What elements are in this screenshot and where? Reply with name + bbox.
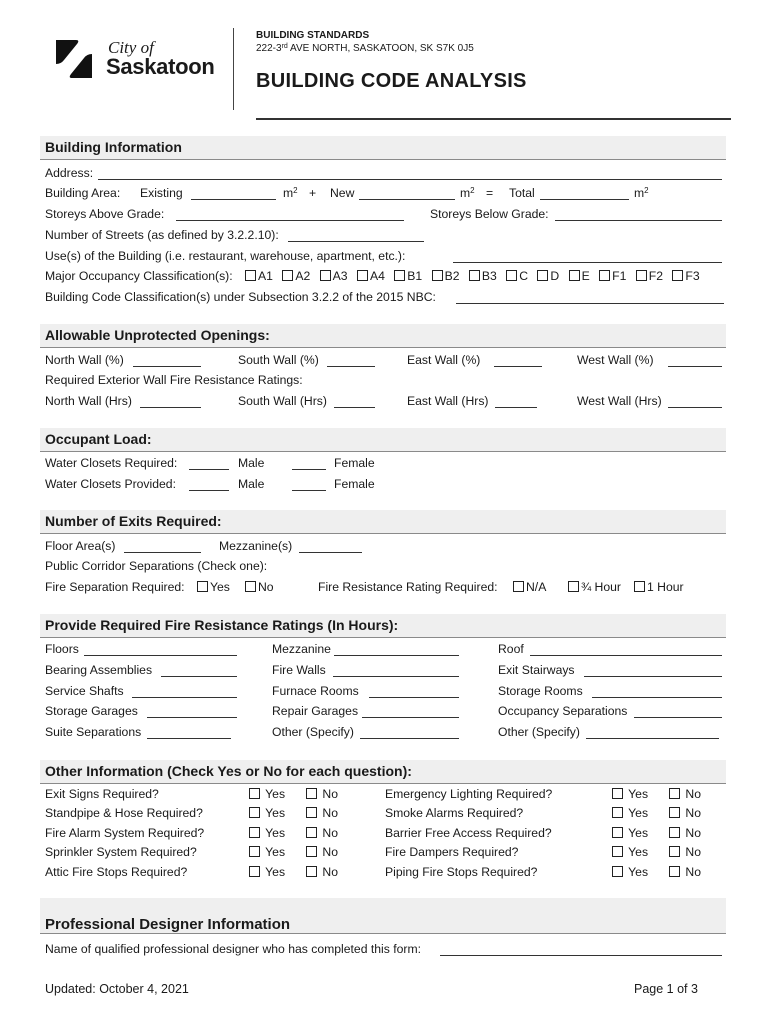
- checkbox-icon: [245, 581, 256, 592]
- unit-sup: 2: [470, 186, 475, 195]
- unit-sup: 2: [644, 186, 649, 195]
- question-label: Standpipe & Hose Required?: [45, 806, 203, 820]
- address-street: AVE NORTH, SASKATOON, SK S7K 0J5: [287, 43, 474, 54]
- existing-area-field[interactable]: [191, 199, 276, 200]
- answer-no[interactable]: [306, 787, 338, 801]
- checkbox-icon: [634, 581, 645, 592]
- east-wall-pct-field[interactable]: [494, 366, 542, 367]
- east-wall-pct-label: East Wall (%): [407, 353, 481, 367]
- rating-label: Floors: [45, 642, 79, 656]
- option-label: F1: [612, 269, 627, 283]
- rating-field[interactable]: [147, 717, 237, 718]
- checkbox-icon: [306, 866, 317, 877]
- checkbox-icon: [245, 270, 256, 281]
- checkbox-icon: [612, 846, 623, 857]
- rating-field[interactable]: [586, 738, 719, 739]
- option-label: A3: [332, 269, 348, 283]
- question-label: Emergency Lighting Required?: [385, 787, 553, 801]
- answer-no[interactable]: [669, 787, 701, 801]
- mezzanines-field[interactable]: [299, 552, 362, 553]
- west-wall-pct-field[interactable]: [668, 366, 722, 367]
- unit-m2: [634, 186, 649, 200]
- occupancy-option[interactable]: [394, 269, 422, 283]
- occupancy-option[interactable]: [672, 269, 699, 283]
- answer-yes[interactable]: [249, 865, 285, 879]
- checkbox-icon: [249, 807, 260, 818]
- rating-field[interactable]: [530, 655, 722, 656]
- checkbox-icon: [669, 846, 680, 857]
- fire-sep-no-option[interactable]: [245, 580, 274, 594]
- checkbox-icon: [357, 270, 368, 281]
- rating-field[interactable]: [84, 655, 237, 656]
- checkbox-icon: [537, 270, 548, 281]
- answer-yes[interactable]: [249, 845, 285, 859]
- occupancy-option[interactable]: [599, 269, 626, 283]
- wc-provided-female-field[interactable]: [292, 490, 326, 491]
- checkbox-icon: [672, 270, 683, 281]
- rating-field[interactable]: [334, 655, 459, 656]
- option-label: Yes: [628, 826, 649, 840]
- wc-provided-male-field[interactable]: [189, 490, 229, 491]
- rating-label: Furnace Rooms: [272, 684, 359, 698]
- section-heading: Provide Required Fire Resistance Ratings (In Hours):: [45, 617, 399, 633]
- option-label: Yes: [628, 865, 649, 879]
- rating-field[interactable]: [634, 717, 722, 718]
- option-label: Yes: [628, 806, 649, 820]
- checkbox-icon: [599, 270, 610, 281]
- east-wall-hrs-label: East Wall (Hrs): [407, 394, 489, 408]
- north-wall-hrs-field[interactable]: [140, 407, 201, 408]
- fire-sep-yes-option[interactable]: [197, 580, 230, 594]
- checkbox-icon: [394, 270, 405, 281]
- rating-label: Occupancy Separations: [498, 704, 628, 718]
- answer-no[interactable]: [669, 865, 701, 879]
- corridor-label: Public Corridor Separations (Check one):: [45, 559, 268, 573]
- existing-label: Existing: [140, 186, 183, 200]
- male-label: Male: [238, 477, 265, 491]
- question-label: Fire Dampers Required?: [385, 845, 519, 859]
- occupancy-option[interactable]: [357, 269, 385, 283]
- question-label: Barrier Free Access Required?: [385, 826, 552, 840]
- rating-field[interactable]: [369, 697, 459, 698]
- occupancy-option[interactable]: [469, 269, 497, 283]
- section-exits-required: [40, 510, 726, 534]
- section-heading: Allowable Unprotected Openings:: [45, 327, 270, 343]
- nbc-label: Building Code Classification(s) under Subsection 3.2.2 of the 2015 NBC:: [45, 290, 436, 304]
- option-label: No: [322, 787, 338, 801]
- equals-sign: =: [486, 186, 494, 200]
- designer-name-field[interactable]: [440, 955, 722, 956]
- rating-label: Service Shafts: [45, 684, 124, 698]
- occupancy-option[interactable]: [636, 269, 663, 283]
- floor-areas-label: Floor Area(s): [45, 539, 116, 553]
- storeys-below-field[interactable]: [555, 220, 722, 221]
- south-wall-hrs-field[interactable]: [334, 407, 375, 408]
- rating-three-quarter-option[interactable]: [568, 580, 621, 594]
- checkbox-icon: [249, 846, 260, 857]
- answer-no[interactable]: [669, 845, 701, 859]
- mezzanines-label: Mezzanine(s): [219, 539, 293, 553]
- answer-yes[interactable]: [249, 806, 285, 820]
- plus-sign: +: [309, 186, 317, 200]
- checkbox-icon: [249, 788, 260, 799]
- section-heading: Other Information (Check Yes or No for each question):: [45, 763, 412, 779]
- option-label: No: [685, 806, 701, 820]
- rating-label: Repair Garages: [272, 704, 359, 718]
- checkbox-icon: [306, 827, 317, 838]
- occupancy-option[interactable]: [320, 269, 348, 283]
- rating-label: Roof: [498, 642, 524, 656]
- building-area-label: Building Area:: [45, 186, 121, 200]
- checkbox-icon: [249, 827, 260, 838]
- page-title: BUILDING CODE ANALYSIS: [256, 70, 527, 92]
- address-label: Address:: [45, 166, 94, 180]
- unit-m: m: [283, 186, 294, 200]
- option-label: D: [550, 269, 560, 283]
- required-ratings-label: Required Exterior Wall Fire Resistance Ratings:: [45, 373, 303, 387]
- designer-name-label: Name of qualified professional designer who has completed this form:: [45, 942, 421, 956]
- address-number: 222-3: [256, 43, 282, 54]
- checkbox-icon: [669, 807, 680, 818]
- option-label: Yes: [265, 787, 286, 801]
- address-field[interactable]: [98, 179, 722, 180]
- option-label: B2: [444, 269, 460, 283]
- section-unprotected-openings: [40, 324, 726, 348]
- question-label: Exit Signs Required?: [45, 787, 159, 801]
- updated-date: Updated: October 4, 2021: [45, 982, 189, 996]
- option-label: Yes: [210, 580, 230, 594]
- total-area-field[interactable]: [540, 199, 629, 200]
- rating-label: Storage Rooms: [498, 684, 583, 698]
- new-area-field[interactable]: [359, 199, 455, 200]
- option-label: No: [685, 865, 701, 879]
- west-wall-pct-label: West Wall (%): [577, 353, 654, 367]
- checkbox-icon: [569, 270, 580, 281]
- section-heading: Occupant Load:: [45, 431, 152, 447]
- rating-field[interactable]: [360, 738, 459, 739]
- checkbox-icon: [568, 581, 579, 592]
- option-label: No: [322, 865, 338, 879]
- answer-no[interactable]: [306, 826, 338, 840]
- floor-areas-field[interactable]: [124, 552, 201, 553]
- rating-label: Other (Specify): [498, 725, 580, 739]
- rating-label: Other (Specify): [272, 725, 354, 739]
- checkbox-icon: [306, 807, 317, 818]
- option-label: B1: [407, 269, 423, 283]
- rating-label: Storage Garages: [45, 704, 138, 718]
- option-label: No: [258, 580, 274, 594]
- wc-required-female-field[interactable]: [292, 469, 326, 470]
- rating-label: Fire Walls: [272, 663, 326, 677]
- header-rule: [256, 118, 731, 120]
- south-wall-hrs-label: South Wall (Hrs): [238, 394, 327, 408]
- option-label: A4: [369, 269, 385, 283]
- answer-yes[interactable]: [249, 787, 285, 801]
- checkbox-icon: [636, 270, 647, 281]
- rating-one-hour-option[interactable]: [634, 580, 684, 594]
- question-label: Sprinkler System Required?: [45, 845, 197, 859]
- option-label: Yes: [265, 826, 286, 840]
- wc-required-label: Water Closets Required:: [45, 456, 178, 470]
- answer-yes[interactable]: [612, 845, 648, 859]
- west-wall-hrs-label: West Wall (Hrs): [577, 394, 662, 408]
- question-label: Smoke Alarms Required?: [385, 806, 524, 820]
- option-label: E: [581, 269, 590, 283]
- option-label: Yes: [265, 806, 286, 820]
- checkbox-icon: [513, 581, 524, 592]
- checkbox-icon: [249, 866, 260, 877]
- fire-sep-label: Fire Separation Required:: [45, 580, 185, 594]
- logo: [50, 38, 220, 82]
- north-wall-pct-label: North Wall (%): [45, 353, 124, 367]
- header-divider: [233, 28, 234, 110]
- storeys-above-field[interactable]: [176, 220, 404, 221]
- rating-field[interactable]: [132, 697, 237, 698]
- option-label: F2: [648, 269, 663, 283]
- option-label: No: [322, 806, 338, 820]
- streets-field[interactable]: [288, 241, 424, 242]
- option-label: No: [685, 787, 701, 801]
- rating-field[interactable]: [333, 676, 459, 677]
- checkbox-icon: [669, 788, 680, 799]
- female-label: Female: [334, 477, 375, 491]
- dept-name: BUILDING STANDARDS: [256, 30, 370, 41]
- occupancy-label: Major Occupancy Classification(s):: [45, 269, 233, 283]
- dept-address: [256, 43, 474, 54]
- rating-label: Exit Stairways: [498, 663, 575, 677]
- checkbox-icon: [506, 270, 517, 281]
- occupancy-option[interactable]: [432, 269, 460, 283]
- occupancy-options: [245, 269, 700, 283]
- checkbox-icon: [612, 866, 623, 877]
- option-label: 1 Hour: [647, 580, 684, 594]
- answer-yes[interactable]: [612, 787, 648, 801]
- option-label: No: [322, 826, 338, 840]
- north-wall-hrs-label: North Wall (Hrs): [45, 394, 132, 408]
- male-label: Male: [238, 456, 265, 470]
- new-label: New: [330, 186, 355, 200]
- checkbox-icon: [306, 846, 317, 857]
- option-label: A2: [295, 269, 311, 283]
- answer-yes[interactable]: [612, 806, 648, 820]
- option-label: Yes: [628, 845, 649, 859]
- section-other-information: [40, 760, 726, 784]
- occupancy-option[interactable]: [569, 269, 590, 283]
- option-label: ¾ Hour: [581, 580, 621, 594]
- section-occupant-load: [40, 428, 726, 452]
- question-label: Fire Alarm System Required?: [45, 826, 205, 840]
- occupancy-option[interactable]: [506, 269, 528, 283]
- option-label: Yes: [628, 787, 649, 801]
- checkbox-icon: [612, 827, 623, 838]
- uses-label: Use(s) of the Building (i.e. restaurant, warehouse, apartment, etc.):: [45, 249, 406, 263]
- occupancy-option[interactable]: [282, 269, 310, 283]
- rating-field[interactable]: [592, 697, 722, 698]
- checkbox-icon: [197, 581, 208, 592]
- occupancy-option[interactable]: [537, 269, 559, 283]
- checkbox-icon: [612, 807, 623, 818]
- section-building-information: [40, 136, 726, 160]
- rating-field[interactable]: [147, 738, 231, 739]
- option-label: B3: [481, 269, 497, 283]
- rating-required-label: Fire Resistance Rating Required:: [318, 580, 498, 594]
- checkbox-icon: [669, 866, 680, 877]
- east-wall-hrs-field[interactable]: [495, 407, 537, 408]
- answer-yes[interactable]: [249, 826, 285, 840]
- rating-field[interactable]: [584, 676, 722, 677]
- checkbox-icon: [612, 788, 623, 799]
- option-label: No: [322, 845, 338, 859]
- checkbox-icon: [469, 270, 480, 281]
- section-heading: Number of Exits Required:: [45, 513, 222, 529]
- option-label: No: [685, 845, 701, 859]
- section-fire-resistance-ratings: [40, 614, 726, 638]
- wc-required-male-field[interactable]: [189, 469, 229, 470]
- page-number: Page 1 of 3: [634, 982, 698, 996]
- rating-label: Bearing Assemblies: [45, 663, 153, 677]
- question-label: Attic Fire Stops Required?: [45, 865, 188, 879]
- answer-yes[interactable]: [612, 826, 648, 840]
- checkbox-icon: [669, 827, 680, 838]
- logo-name-text: Saskatoon: [106, 54, 215, 79]
- question-label: Piping Fire Stops Required?: [385, 865, 538, 879]
- unit-m2: [283, 186, 298, 200]
- answer-yes[interactable]: [612, 865, 648, 879]
- answer-no[interactable]: [306, 845, 338, 859]
- nbc-field[interactable]: [456, 303, 724, 304]
- uses-field[interactable]: [453, 262, 722, 263]
- option-label: No: [685, 826, 701, 840]
- north-wall-pct-field[interactable]: [133, 366, 201, 367]
- rating-label: Suite Separations: [45, 725, 142, 739]
- address-sup: rd: [281, 43, 288, 50]
- wc-provided-label: Water Closets Provided:: [45, 477, 176, 491]
- checkbox-icon: [282, 270, 293, 281]
- south-wall-pct-label: South Wall (%): [238, 353, 319, 367]
- rating-na-option[interactable]: [513, 580, 546, 594]
- answer-no[interactable]: [669, 826, 701, 840]
- storeys-below-label: Storeys Below Grade:: [430, 207, 549, 221]
- storeys-above-label: Storeys Above Grade:: [45, 207, 165, 221]
- section-heading: Professional Designer Information: [45, 916, 291, 933]
- rating-field[interactable]: [161, 676, 237, 677]
- checkbox-icon: [320, 270, 331, 281]
- option-label: Yes: [265, 865, 286, 879]
- unit-m2: [460, 186, 475, 200]
- option-label: N/A: [526, 580, 547, 594]
- unit-m: m: [634, 186, 645, 200]
- streets-label: Number of Streets (as defined by 3.2.2.10):: [45, 228, 279, 242]
- logo-city-text: City of: [108, 38, 154, 57]
- occupancy-option[interactable]: [245, 269, 273, 283]
- answer-no[interactable]: [306, 865, 338, 879]
- answer-no[interactable]: [669, 806, 701, 820]
- section-professional-designer: [40, 898, 726, 934]
- section-heading: Building Information: [45, 139, 182, 155]
- unit-m: m: [460, 186, 471, 200]
- unit-sup: 2: [293, 186, 298, 195]
- saskatoon-logo-mark-icon: [50, 38, 98, 80]
- total-label: Total: [509, 186, 535, 200]
- west-wall-hrs-field[interactable]: [668, 407, 722, 408]
- rating-field[interactable]: [362, 717, 459, 718]
- option-label: F3: [685, 269, 700, 283]
- checkbox-icon: [306, 788, 317, 799]
- option-label: A1: [258, 269, 273, 283]
- option-label: Yes: [265, 845, 286, 859]
- south-wall-pct-field[interactable]: [327, 366, 375, 367]
- rating-label: Mezzanine: [272, 642, 331, 656]
- checkbox-icon: [432, 270, 443, 281]
- answer-no[interactable]: [306, 806, 338, 820]
- female-label: Female: [334, 456, 375, 470]
- option-label: C: [519, 269, 528, 283]
